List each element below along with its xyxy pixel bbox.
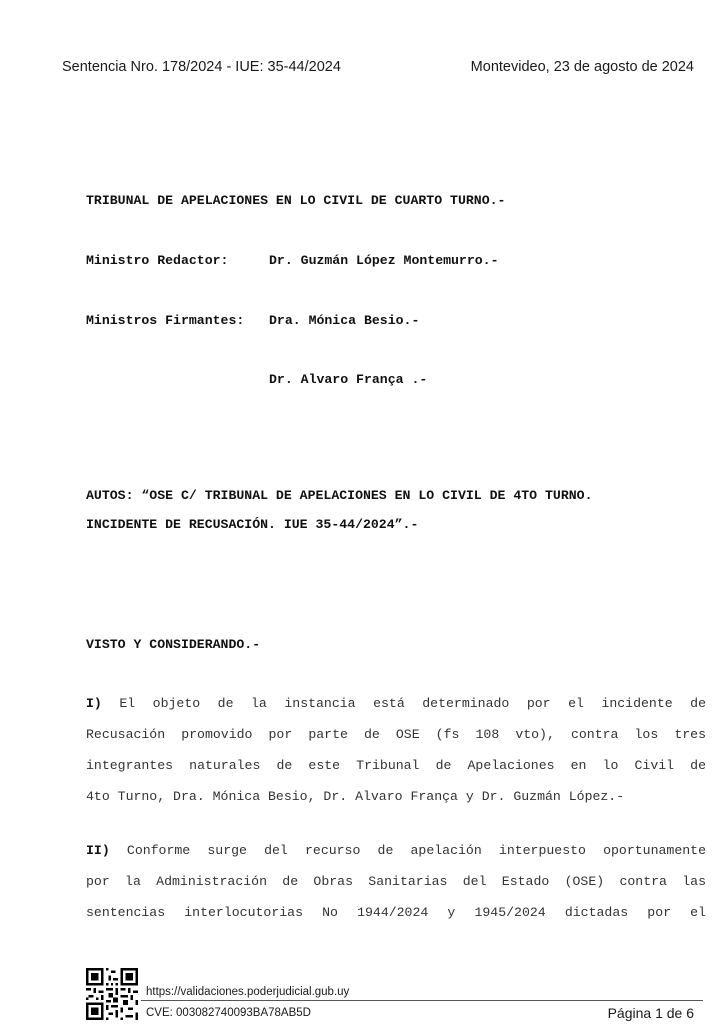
paragraph-1	[86, 688, 706, 812]
paragraph-2-line: sentencias interlocutorias No 1944/2024 y 1945/2024 dictadas por el	[86, 905, 706, 920]
redactor-label: Ministro Redactor:	[86, 253, 229, 268]
visto-heading: VISTO Y CONSIDERANDO.-	[86, 637, 261, 652]
header-date: Montevideo, 23 de agosto de 2024	[470, 59, 694, 75]
paragraph-2-line: II) Conforme surge del recurso de apelación interpuesto oportunamente	[86, 843, 706, 858]
firmante-name-2: Dr. Alvaro França .-	[269, 372, 428, 387]
validation-url-link[interactable]: https://validaciones.poderjudicial.gub.uy	[146, 986, 350, 998]
paragraph-1-number: I)	[86, 696, 102, 711]
firmantes-label: Ministros Firmantes:	[86, 313, 245, 328]
header-case-number: Sentencia Nro. 178/2024 - IUE: 35-44/2024	[62, 59, 341, 75]
page-number: Página 1 de 6	[607, 1005, 694, 1021]
footer-divider	[141, 1000, 703, 1001]
autos-line-2: INCIDENTE DE RECUSACIÓN. IUE 35-44/2024”.-	[86, 517, 419, 532]
paragraph-2-number: II)	[86, 843, 110, 858]
cve-code: CVE: 003082740093BA78AB5D	[146, 1007, 311, 1019]
autos-line-1: AUTOS: “OSE C/ TRIBUNAL DE APELACIONES EN LO CIVIL DE 4TO TURNO.	[86, 488, 593, 503]
paragraph-2	[86, 835, 706, 928]
tribunal-heading: TRIBUNAL DE APELACIONES EN LO CIVIL DE CUARTO TURNO.-	[86, 193, 506, 208]
paragraph-1-line: 4to Turno, Dra. Mónica Besio, Dr. Alvaro França y Dr. Guzmán López.-	[86, 789, 625, 804]
firmante-name-1: Dra. Mónica Besio.-	[269, 313, 420, 328]
paragraph-2-line: por la Administración de Obras Sanitarias del Estado (OSE) contra las	[86, 874, 706, 889]
paragraph-1-line: I) El objeto de la instancia está determinado por el incidente de	[86, 696, 706, 711]
paragraph-1-line: integrantes naturales de este Tribunal de Apelaciones en lo Civil de	[86, 758, 706, 773]
paragraph-1-line: Recusación promovido por parte de OSE (fs 108 vto), contra los tres	[86, 727, 706, 742]
redactor-name: Dr. Guzmán López Montemurro.-	[269, 253, 499, 268]
qr-code-icon	[86, 968, 138, 1020]
